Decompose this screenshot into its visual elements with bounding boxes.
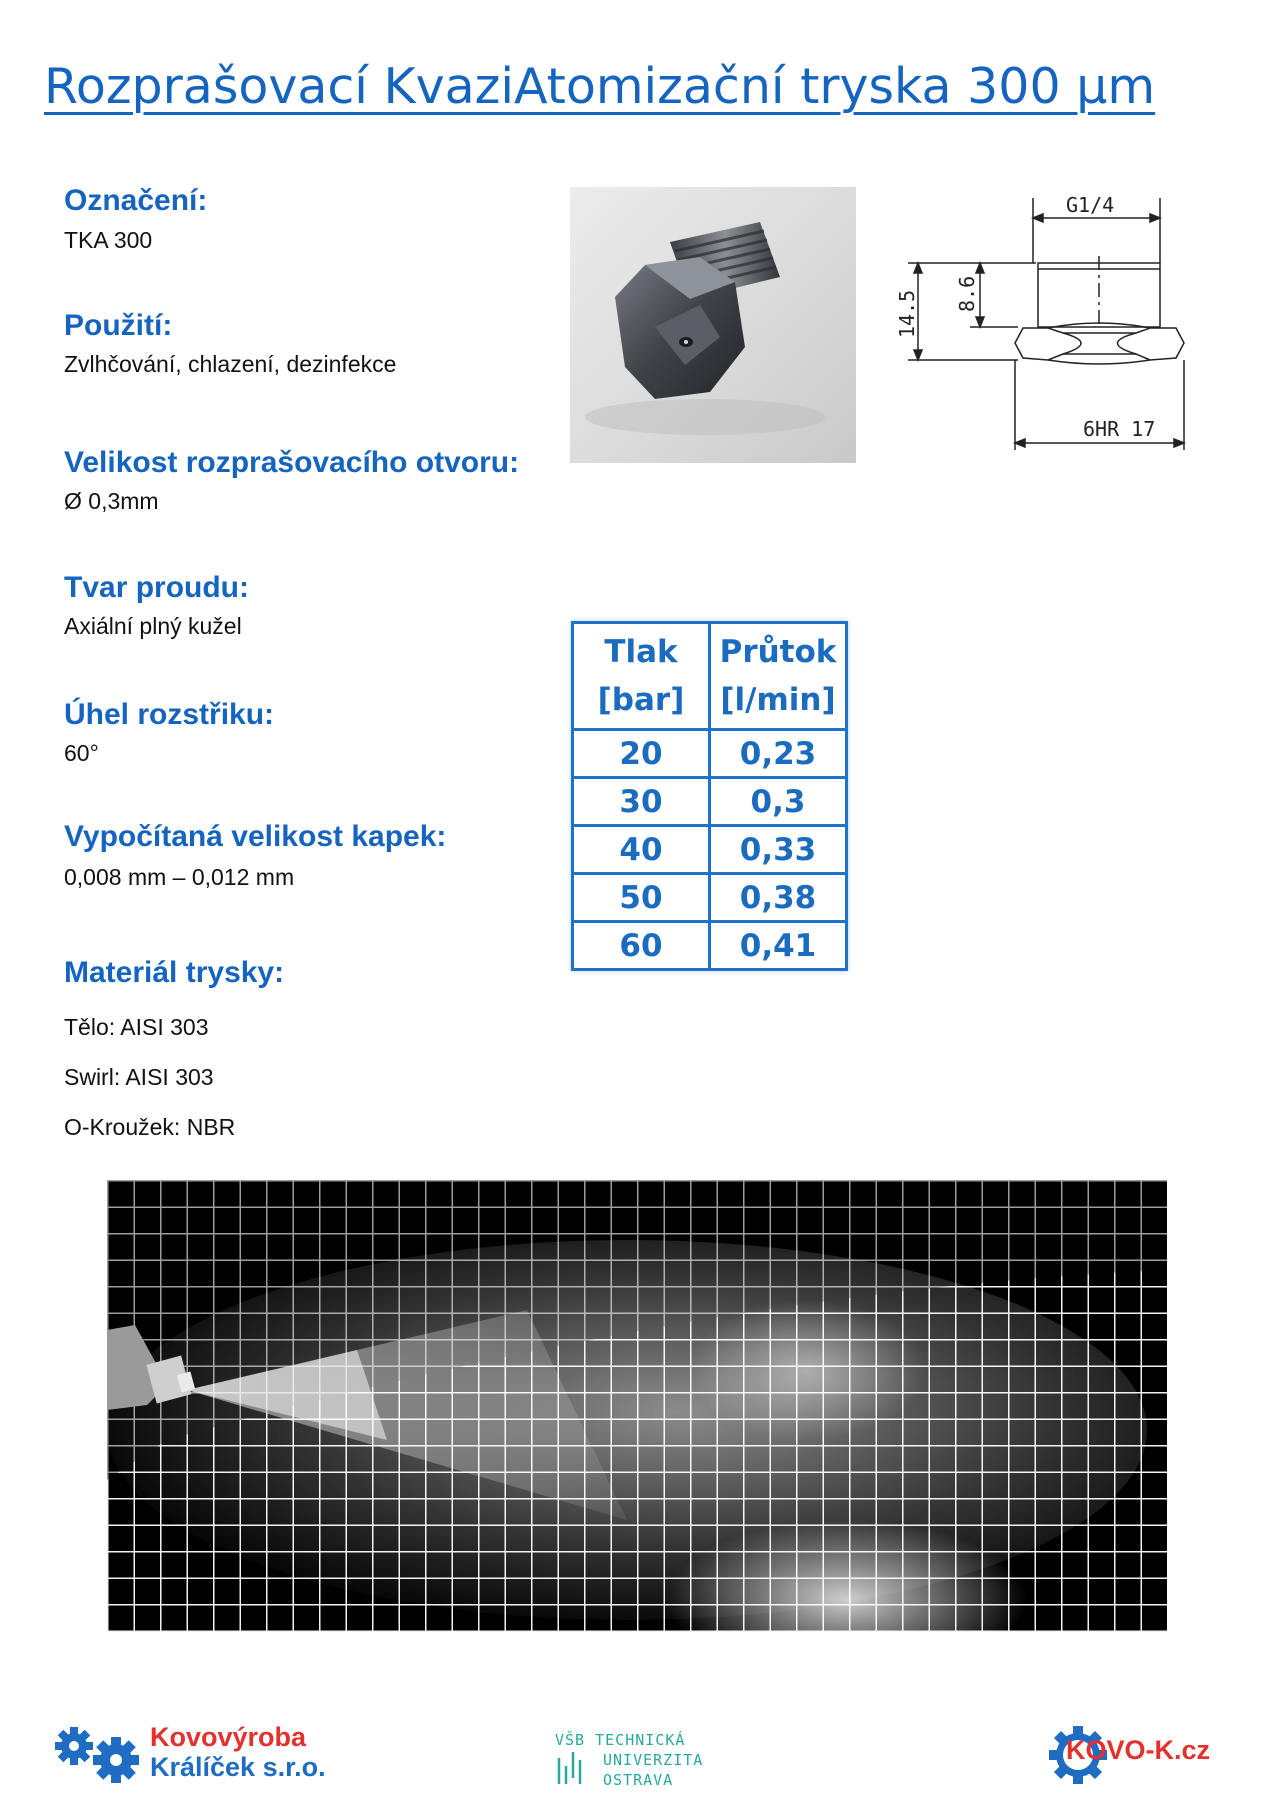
- material-item: Swirl: AISI 303: [64, 1064, 214, 1090]
- angle-value: 60°: [64, 740, 99, 766]
- droplet-value: 0,008 mm – 0,012 mm: [64, 864, 295, 890]
- pressure-cell: 40: [573, 826, 710, 874]
- vsb-line1: VŠB TECHNICKÁ: [555, 1731, 686, 1749]
- height-thread-label: 8.6: [955, 275, 979, 312]
- vsb-logo: [555, 1730, 735, 1790]
- material-item: Tělo: AISI 303: [64, 1014, 209, 1040]
- nozzle-photo: [570, 187, 856, 463]
- technical-drawing: [878, 188, 1196, 460]
- designation-label: Označení:: [64, 184, 208, 217]
- pressure-cell: 60: [573, 922, 710, 970]
- droplet-label: Vypočítaná velikost kapek:: [64, 820, 447, 853]
- pressure-cell: 50: [573, 874, 710, 922]
- flow-table: [571, 621, 848, 971]
- company-name-line2: Králíček s.r.o.: [150, 1752, 326, 1782]
- flow-cell: 0,38: [710, 874, 847, 922]
- pressure-header: Tlak [bar]: [573, 623, 710, 730]
- pressure-cell: 30: [573, 778, 710, 826]
- table-row: [573, 922, 847, 970]
- company-name-line1: Kovovýroba: [150, 1722, 307, 1752]
- thread-label: G1/4: [1066, 193, 1115, 217]
- vsb-line3: OSTRAVA: [603, 1771, 674, 1789]
- angle-label: Úhel rozstřiku:: [64, 698, 275, 731]
- table-header-row: [573, 623, 847, 730]
- usage-value: Zvlhčování, chlazení, dezinfekce: [64, 351, 397, 377]
- nozzle-image: [570, 187, 856, 463]
- flow-cell: 0,23: [710, 730, 847, 778]
- spray-photo: [107, 1180, 1167, 1632]
- shape-label: Tvar proudu:: [64, 571, 249, 604]
- spray-image: [107, 1180, 1167, 1632]
- flow-cell: 0,41: [710, 922, 847, 970]
- kovo-k-logo: [1048, 1725, 1238, 1785]
- material-label: Materiál trysky:: [64, 956, 285, 989]
- table-row: [573, 778, 847, 826]
- gears-icon: [50, 1724, 150, 1784]
- flow-cell: 0,33: [710, 826, 847, 874]
- shape-value: Axiální plný kužel: [64, 613, 242, 639]
- page-title: Rozprašovací KvaziAtomizační tryska 300 µm: [44, 58, 1156, 115]
- table-row: [573, 874, 847, 922]
- orifice-label: Velikost rozprašovacího otvoru:: [64, 446, 520, 479]
- flow-header: Průtok [l/min]: [710, 623, 847, 730]
- hex-label: 6HR 17: [1083, 417, 1156, 441]
- flow-cell: 0,3: [710, 778, 847, 826]
- material-item: O-Kroužek: NBR: [64, 1114, 236, 1140]
- table-row: [573, 730, 847, 778]
- pressure-cell: 20: [573, 730, 710, 778]
- usage-label: Použití:: [64, 309, 173, 342]
- kovo-k-text: KOVO-K.cz: [1066, 1735, 1211, 1765]
- orifice-value: Ø 0,3mm: [64, 488, 159, 514]
- height-total-label: 14.5: [895, 289, 919, 338]
- table-row: [573, 826, 847, 874]
- designation-value: TKA 300: [64, 227, 153, 253]
- company-logo: [50, 1722, 380, 1788]
- vsb-line2: UNIVERZITA: [603, 1751, 704, 1769]
